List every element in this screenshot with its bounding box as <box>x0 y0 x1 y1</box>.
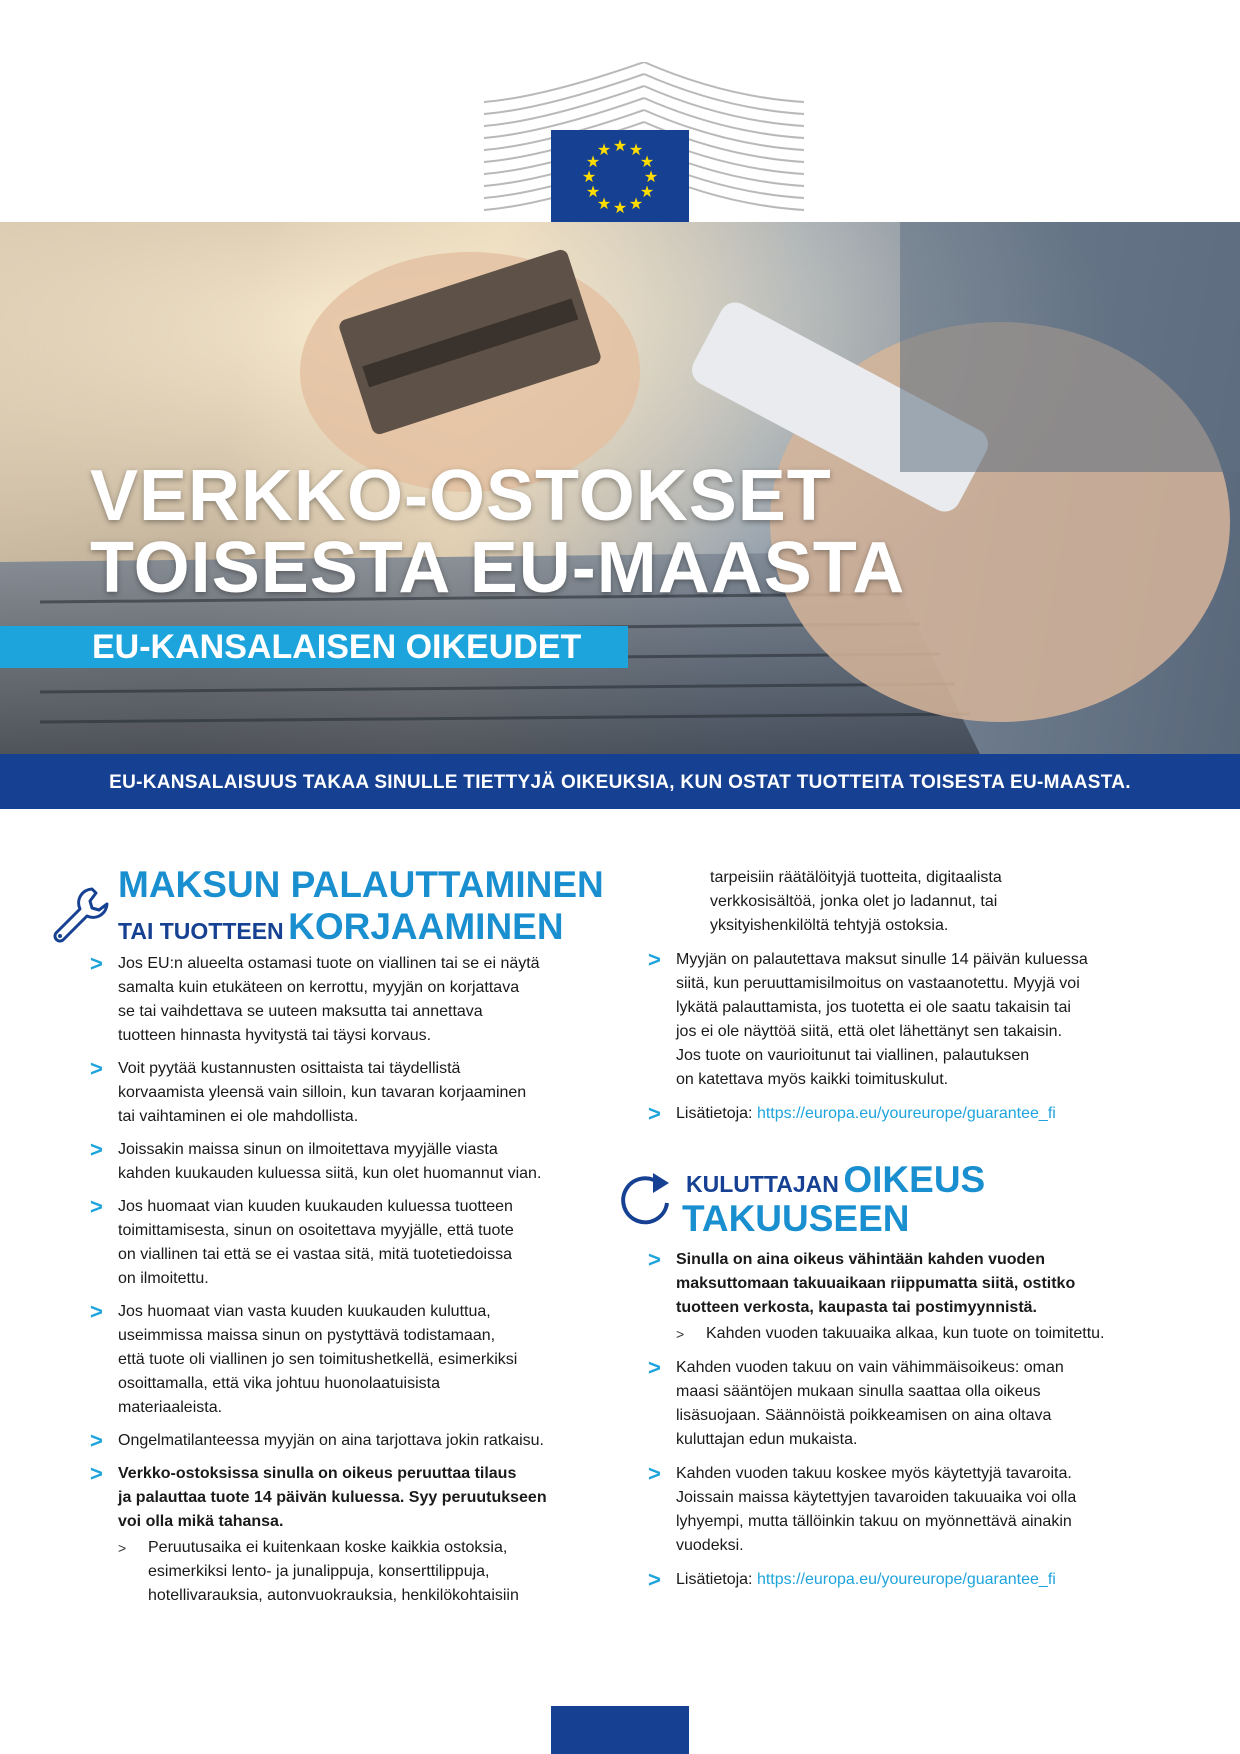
svg-text:★: ★ <box>612 198 628 217</box>
list-item <box>648 1356 1168 1452</box>
arrow-icon: > <box>648 1567 661 1592</box>
text-line: tai vaihtaminen ei ole mahdollista. <box>118 1108 359 1125</box>
section2-heading-big1: OIKEUS <box>843 1159 986 1200</box>
arrow-icon: > <box>648 1247 661 1272</box>
text-line: korvaamista yleensä vain silloin, kun tavaran korjaaminen <box>118 1084 527 1101</box>
text-line: hotellivarauksia, autonvuokrauksia, henkilökohtaisiin <box>148 1587 519 1604</box>
list-item <box>648 948 1168 1092</box>
section2-heading-big2: TAKUUSEEN <box>682 1198 910 1239</box>
text-line: voi olla mikä tahansa. <box>118 1513 284 1530</box>
text-line: Kahden vuoden takuu koskee myös käytettyjä tavaroita. <box>676 1465 1072 1482</box>
text-line: on ilmoitettu. <box>118 1270 209 1287</box>
text-line: samalta kuin etukäteen on kerrottu, myyjän on korjattava <box>118 979 520 996</box>
info-item <box>648 1568 1168 1592</box>
page-title <box>90 456 906 608</box>
eu-stars-icon <box>551 130 689 222</box>
svg-text:★: ★ <box>596 140 612 159</box>
wrench-icon <box>48 883 110 945</box>
list-item <box>648 1462 1168 1558</box>
info-link[interactable]: https://europa.eu/youreurope/guarantee_fi <box>756 1571 1056 1588</box>
text-line: kuluttajan edun mukaista. <box>676 1431 858 1448</box>
svg-text:★: ★ <box>581 167 597 186</box>
eu-flag <box>551 130 689 222</box>
arrow-icon: > <box>648 1355 661 1380</box>
info-label: Lisätietoja: <box>676 1105 757 1122</box>
svg-text:★: ★ <box>643 167 659 186</box>
svg-text:★: ★ <box>639 182 655 201</box>
arrow-icon: > <box>90 1056 103 1081</box>
text-line: esimerkiksi lento- ja junalippuja, konserttilippuja, <box>148 1563 490 1580</box>
info-link[interactable]: https://europa.eu/youreurope/guarantee_fi <box>756 1105 1056 1122</box>
text-line: se tai vaihdettava se uuteen maksutta tai annettava <box>118 1003 483 1020</box>
text-line: lisäsuojaan. Säännöistä poikkeamisen on aina oltava <box>676 1407 1052 1424</box>
text-line: Ongelmatilanteessa myyjän on aina tarjottava jokin ratkaisu. <box>118 1432 544 1449</box>
svg-text:★: ★ <box>639 152 655 171</box>
list-item <box>648 1248 1168 1320</box>
text-line: on viallinen tai että se ei vastaa sitä, mitä tuotetiedoissa <box>118 1246 512 1263</box>
footer-block <box>551 1706 689 1754</box>
arrow-icon: > <box>648 1461 661 1486</box>
svg-text:★: ★ <box>628 194 644 213</box>
list-item <box>90 1195 600 1291</box>
title-line2: TOISESTA EU-MAASTA <box>90 528 906 608</box>
text-line: Jos huomaat vian vasta kuuden kuukauden kuluttua, <box>118 1303 491 1320</box>
text-line: useimmissa maissa sinun on pystyttävä todistamaan, <box>118 1327 496 1344</box>
text-line: verkkosisältöä, jonka olet jo ladannut, tai <box>710 893 998 910</box>
text-line: osoittamalla, että vika johtuu huonolaatuisista <box>118 1375 440 1392</box>
info-item <box>648 1102 1168 1126</box>
text-line: lykätä palauttamista, jos tuotetta ei ole saatu takaisin tai <box>676 999 1071 1016</box>
svg-text:★: ★ <box>585 152 601 171</box>
text-line: kahden kuukauden kuluessa siitä, kun olet huomannut vian. <box>118 1165 542 1182</box>
text-line: siitä, kun peruuttamisilmoitus on vastaanotettu. Myyjä voi <box>676 975 1080 992</box>
refresh-icon <box>617 1171 673 1229</box>
list-item <box>90 1300 600 1420</box>
section1-heading-big: KORJAAMINEN <box>288 906 564 947</box>
text-line: tarpeisiin räätälöityjä tuotteita, digitaalista <box>710 869 1002 886</box>
section1-list <box>90 952 600 1617</box>
list-item <box>648 866 1168 938</box>
svg-text:★: ★ <box>628 140 644 159</box>
text-line: Joissakin maissa sinun on ilmoitettava myyjälle viasta <box>118 1141 498 1158</box>
arrow-icon: > <box>648 1101 661 1126</box>
text-line: jos ei ole näyttöä siitä, että olet lähettänyt sen takaisin. <box>676 1023 1063 1040</box>
arrow-icon: > <box>90 1428 103 1453</box>
text-line: maasi sääntöjen mukaan sinulla saattaa olla oikeus <box>676 1383 1041 1400</box>
list-item <box>90 1462 600 1534</box>
section1-heading-small: TAI TUOTTEEN <box>118 918 284 944</box>
arrow-icon: > <box>90 1299 103 1324</box>
arrow-icon: > <box>90 1137 103 1162</box>
text-line: maksuttomaan takuuaikaan riippumatta siitä, ostitko <box>676 1275 1076 1292</box>
list-item <box>90 952 600 1048</box>
list-item <box>90 1536 600 1608</box>
section1-heading-line1: MAKSUN PALAUTTAMINEN <box>118 864 604 905</box>
section1-heading-line2 <box>118 906 564 956</box>
text-line: tuotteen verkosta, kaupasta tai postimyynnistä. <box>676 1299 1037 1316</box>
svg-text:★: ★ <box>596 194 612 213</box>
arrow-icon: > <box>648 947 661 972</box>
section2-heading-small: KULUTTAJAN <box>686 1171 839 1197</box>
text-line: Sinulla on aina oikeus vähintään kahden vuoden <box>676 1251 1045 1268</box>
text-line: Peruutusaika ei kuitenkaan koske kaikkia ostoksia, <box>148 1539 508 1556</box>
text-line: Jos tuote on vaurioitunut tai viallinen, palautuksen <box>676 1047 1030 1064</box>
arrow-icon: > <box>90 1194 103 1219</box>
text-line: on katettava myös kaikki toimituskulut. <box>676 1071 949 1088</box>
list-item <box>648 1322 1168 1346</box>
text-line: vuodeksi. <box>676 1537 744 1554</box>
arrow-icon: > <box>90 1461 103 1486</box>
text-line: Jos EU:n alueelta ostamasi tuote on viallinen tai se ei näytä <box>118 955 540 972</box>
list-item <box>90 1429 600 1453</box>
text-line: että tuote oli viallinen jo sen toimitushetkellä, esimerkiksi <box>118 1351 518 1368</box>
text-line: yksityishenkilöltä tehtyjä ostoksia. <box>710 917 949 934</box>
text-line: Voit pyytää kustannusten osittaista tai täydellistä <box>118 1060 461 1077</box>
arrow-icon: > <box>118 1540 127 1556</box>
svg-text:★: ★ <box>585 182 601 201</box>
text-line: tuotteen hinnasta hyvitystä tai täysi korvaus. <box>118 1027 432 1044</box>
arrow-icon: > <box>90 951 103 976</box>
title-line1: VERKKO-OSTOKSET <box>90 456 832 536</box>
text-line: materiaaleista. <box>118 1399 223 1416</box>
text-line: ja palauttaa tuote 14 päivän kuluessa. Syy peruutukseen <box>118 1489 547 1506</box>
column2-list <box>648 866 1168 1135</box>
banner-text: EU-KANSALAISUUS TAKAA SINULLE TIETTYJÄ OIKEUKSIA, KUN OSTAT TUOTTEITA TOISESTA EU-MAASTA. <box>109 772 1131 793</box>
list-item <box>90 1138 600 1186</box>
text-line: Kahden vuoden takuu on vain vähimmäisoikeus: oman <box>676 1359 1064 1376</box>
text-line: Verkko-ostoksissa sinulla on oikeus peruuttaa tilaus <box>118 1465 517 1482</box>
text-line: Myyjän on palautettava maksut sinulle 14 päivän kuluessa <box>676 951 1088 968</box>
text-line: toimittamisesta, sinun on osoitettava myyjälle, että tuote <box>118 1222 514 1239</box>
info-label: Lisätietoja: <box>676 1571 757 1588</box>
text-line: Jos huomaat vian kuuden kuukauden kuluessa tuotteen <box>118 1198 513 1215</box>
svg-text:★: ★ <box>612 136 628 155</box>
text-line: Kahden vuoden takuuaika alkaa, kun tuote on toimitettu. <box>706 1325 1105 1342</box>
arrow-icon: > <box>676 1326 685 1342</box>
text-line: lyhyempi, mutta tällöinkin takuu on myönnettävä ainakin <box>676 1513 1072 1530</box>
section2-list <box>648 1248 1168 1601</box>
text-line: Joissain maissa käytettyjen tavaroiden takuuaika voi olla <box>676 1489 1077 1506</box>
list-item <box>90 1057 600 1129</box>
subtitle: EU-KANSALAISEN OIKEUDET <box>92 628 582 666</box>
